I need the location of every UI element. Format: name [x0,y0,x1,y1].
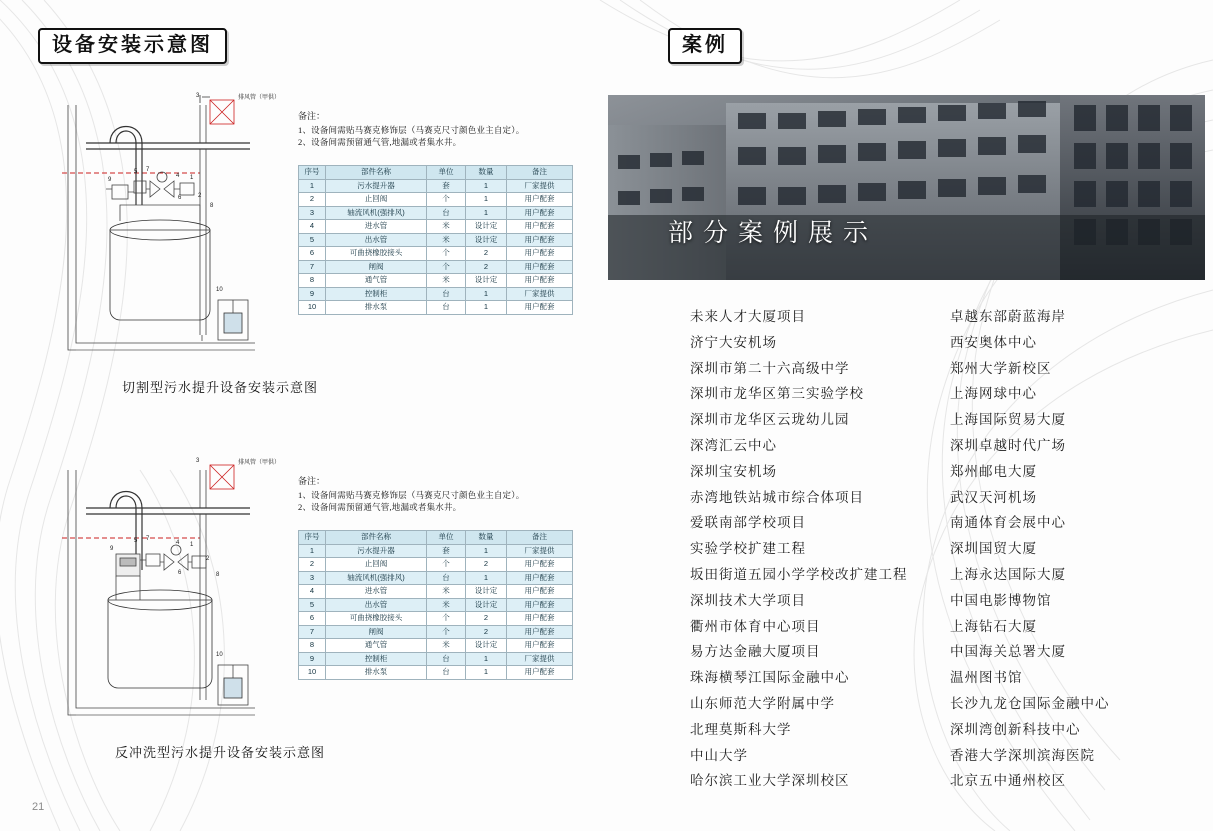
table-row [299,233,573,247]
parts-table-cutting-type [298,165,573,315]
svg-text:2: 2 [198,193,202,199]
table-row [299,220,573,234]
installation-drawing-cutting-type [50,85,320,375]
cell-qty: 2 [466,558,507,572]
cell-remark: 厂家提供 [507,179,573,193]
cell-remark: 用户配套 [507,625,573,639]
svg-text:5: 5 [134,538,138,544]
cell-index: 7 [299,625,326,639]
table-row [299,571,573,585]
svg-text:7: 7 [146,167,150,173]
cell-index: 3 [299,206,326,220]
cell-unit: 台 [427,666,466,680]
cell-unit: 台 [427,206,466,220]
cell-index: 8 [299,639,326,653]
cell-part-name: 出水管 [326,233,427,247]
left-column [0,0,600,831]
cell-qty: 设计定 [466,220,507,234]
cell-part-name: 可曲挠橡胶接头 [326,247,427,261]
cell-remark: 用户配套 [507,260,573,274]
cell-unit: 台 [427,301,466,315]
table-row [299,287,573,301]
cell-unit: 米 [427,233,466,247]
cell-index: 10 [299,301,326,315]
cell-remark: 厂家提供 [507,652,573,666]
cell-unit: 台 [427,571,466,585]
cell-qty: 设计定 [466,585,507,599]
cell-index: 8 [299,274,326,288]
list-item: 北京五中通州校区 [950,773,1066,789]
cell-remark: 用户配套 [507,639,573,653]
list-item: 深圳卓越时代广场 [950,437,1066,453]
cell-part-name: 可曲挠橡胶接头 [326,612,427,626]
cell-remark: 厂家提供 [507,287,573,301]
cell-qty: 2 [466,247,507,261]
cell-unit: 个 [427,260,466,274]
list-item: 济宁大安机场 [690,334,777,350]
list-item: 衢州市体育中心项目 [690,618,821,634]
cell-unit: 个 [427,612,466,626]
table-row [299,247,573,261]
svg-text:9: 9 [110,546,114,552]
cell-unit: 个 [427,558,466,572]
diagram-block-backwash-type [40,450,580,770]
cell-part-name: 污水提升器 [326,179,427,193]
diagram-notes-cutting-type [298,110,573,149]
list-item: 上海永达国际大厦 [950,566,1066,582]
cell-remark: 用户配套 [507,598,573,612]
cell-unit: 米 [427,585,466,599]
list-item: 深圳市龙华区云珑幼儿园 [690,412,850,428]
cell-index: 9 [299,287,326,301]
table-row [299,179,573,193]
cell-part-name: 轴流风机(强排风) [326,206,427,220]
list-item: 香港大学深圳滨海医院 [950,747,1095,763]
table-row [299,193,573,207]
list-item: 西安奥体中心 [950,334,1037,350]
cell-qty: 设计定 [466,274,507,288]
svg-text:1: 1 [190,175,194,181]
cell-part-name: 闸阀 [326,260,427,274]
list-item: 深圳湾创新科技中心 [950,721,1081,737]
svg-text:3: 3 [196,458,200,464]
right-column [600,0,1213,831]
cell-remark: 用户配套 [507,193,573,207]
list-item: 深圳宝安机场 [690,463,777,479]
svg-text:10: 10 [216,287,223,293]
cell-unit: 个 [427,193,466,207]
cell-part-name: 控制柜 [326,652,427,666]
col-remark: 备注 [507,531,573,545]
list-item: 山东师范大学附属中学 [690,695,835,711]
list-item: 深圳市龙华区第三实验学校 [690,386,864,402]
diagram-caption-backwash-type: 反冲洗型污水提升设备安装示意图 [114,745,325,760]
col-part-name: 部件名称 [326,166,427,180]
list-item: 深圳国贸大厦 [950,541,1037,557]
cell-part-name: 进水管 [326,585,427,599]
diagram-block-cutting-type [40,85,580,405]
cell-qty: 1 [466,544,507,558]
notes-title: 备注： [298,476,326,486]
list-item: 实验学校扩建工程 [690,541,806,557]
list-item: 坂田街道五园小学学校改扩建工程 [690,566,908,582]
photo-caption: 部分案例展示 [668,220,879,247]
notes-line-2: 2、设备间需预留通气管,地漏或者集水井。 [298,137,462,148]
list-item: 郑州邮电大厦 [950,463,1037,479]
cell-remark: 用户配套 [507,274,573,288]
cell-qty: 2 [466,612,507,626]
table-row [299,666,573,680]
cell-unit: 米 [427,598,466,612]
cell-index: 7 [299,260,326,274]
col-part-name: 部件名称 [326,531,427,545]
cell-qty: 1 [466,179,507,193]
cell-qty: 设计定 [466,639,507,653]
table-row [299,558,573,572]
cell-remark: 用户配套 [507,558,573,572]
cell-index: 1 [299,544,326,558]
list-item: 哈尔滨工业大学深圳校区 [690,773,850,789]
cell-part-name: 出水管 [326,598,427,612]
diagram-notes-backwash-type [298,475,573,514]
svg-text:10: 10 [216,652,223,658]
list-item: 卓越东部蔚蓝海岸 [950,309,1066,324]
cell-index: 5 [299,598,326,612]
cell-index: 6 [299,247,326,261]
cell-unit: 台 [427,287,466,301]
svg-text:9: 9 [108,177,112,183]
cell-qty: 2 [466,625,507,639]
cell-remark: 用户配套 [507,666,573,680]
cell-index: 1 [299,179,326,193]
list-item: 中国电影博物馆 [950,592,1052,608]
list-item: 深圳技术大学项目 [690,592,806,608]
svg-text:5: 5 [134,169,138,175]
section-heading-cases-text: 案例 [682,34,728,56]
cell-part-name: 污水提升器 [326,544,427,558]
cell-index: 3 [299,571,326,585]
table-row [299,274,573,288]
list-item: 郑州大学新校区 [950,360,1052,376]
cell-qty: 1 [466,301,507,315]
col-index: 序号 [299,166,326,180]
list-item: 深圳市第二十六高级中学 [690,360,850,376]
cell-part-name: 闸阀 [326,625,427,639]
list-item: 中山大学 [690,747,748,763]
table-row [299,625,573,639]
cell-remark: 厂家提供 [507,544,573,558]
cell-qty: 1 [466,652,507,666]
cell-qty: 设计定 [466,598,507,612]
cell-unit: 套 [427,179,466,193]
table-row [299,544,573,558]
table-row [299,598,573,612]
list-item: 珠海横琴江国际金融中心 [690,670,850,686]
table-row [299,206,573,220]
cell-remark: 用户配套 [507,301,573,315]
table-row [299,639,573,653]
notes-title: 备注： [298,111,326,121]
svg-text:6: 6 [178,570,182,576]
list-item: 上海钻石大厦 [950,618,1037,634]
cell-qty: 1 [466,287,507,301]
cell-unit: 米 [427,274,466,288]
list-item: 中国海关总署大厦 [950,644,1066,660]
notes-line-2: 2、设备间需预留通气管,地漏或者集水井。 [298,502,462,513]
cell-qty: 1 [466,571,507,585]
cell-remark: 用户配套 [507,585,573,599]
list-item: 北理莫斯科大学 [690,721,792,737]
cell-index: 4 [299,585,326,599]
col-remark: 备注 [507,166,573,180]
col-index: 序号 [299,531,326,545]
diagram-caption-cutting-type: 切割型污水提升设备安装示意图 [121,380,318,395]
cell-part-name: 止回阀 [326,193,427,207]
section-heading-cases [668,28,742,64]
cell-qty: 2 [466,260,507,274]
parts-table-backwash-type [298,530,573,680]
cell-index: 4 [299,220,326,234]
cell-index: 2 [299,193,326,207]
cell-unit: 米 [427,220,466,234]
list-item: 易方达金融大厦项目 [690,644,821,660]
section-heading-installation [38,28,227,64]
svg-text:4: 4 [176,173,180,179]
cell-remark: 用户配套 [507,612,573,626]
notes-line-1: 1、设备间需贴马赛克修饰层（马赛克尺寸颜色业主自定）。 [298,124,525,135]
svg-text:8: 8 [216,572,220,578]
list-item: 上海网球中心 [950,386,1037,402]
cell-index: 6 [299,612,326,626]
list-item: 深湾汇云中心 [690,437,777,453]
cell-index: 10 [299,666,326,680]
cell-unit: 米 [427,639,466,653]
list-item: 温州图书馆 [950,670,1023,686]
cell-remark: 用户配套 [507,220,573,234]
svg-text:4: 4 [176,540,180,546]
list-item: 长沙九龙仓国际金融中心 [950,695,1110,711]
svg-text:7: 7 [146,536,150,542]
cell-qty: 设计定 [466,233,507,247]
cell-part-name: 轴流风机(强排风) [326,571,427,585]
cell-index: 2 [299,558,326,572]
parts-table-header-row [299,531,573,545]
table-row [299,585,573,599]
svg-text:6: 6 [178,195,182,201]
svg-text:2: 2 [206,556,210,562]
svg-text:1: 1 [190,542,194,548]
col-unit: 单位 [427,531,466,545]
cell-part-name: 排水泵 [326,301,427,315]
cell-part-name: 进水管 [326,220,427,234]
cell-part-name: 通气管 [326,274,427,288]
svg-text:8: 8 [210,203,214,209]
cell-index: 5 [299,233,326,247]
cell-remark: 用户配套 [507,233,573,247]
col-unit: 单位 [427,166,466,180]
cell-part-name: 控制柜 [326,287,427,301]
table-row [299,652,573,666]
installation-drawing-backwash-type [50,450,320,740]
cell-qty: 1 [466,193,507,207]
cell-part-name: 通气管 [326,639,427,653]
list-item: 爱联南部学校项目 [690,515,806,531]
col-qty: 数量 [466,531,507,545]
list-item: 南通体育会展中心 [950,515,1066,531]
table-row [299,612,573,626]
cell-unit: 套 [427,544,466,558]
notes-line-1: 1、设备间需贴马赛克修饰层（马赛克尺寸颜色业主自定）。 [298,489,525,500]
case-list [690,310,1210,800]
list-item: 武汉天河机场 [950,489,1037,505]
cell-remark: 用户配套 [507,571,573,585]
photo-window-grid [608,95,1205,280]
cell-index: 9 [299,652,326,666]
table-row [299,301,573,315]
table-row [299,260,573,274]
case-column-right [950,310,1210,800]
case-photo [608,95,1205,280]
drawing-callout-label: 排风管（甲供） [238,460,281,466]
list-item: 上海国际贸易大厦 [950,412,1066,428]
cell-part-name: 排水泵 [326,666,427,680]
cell-qty: 1 [466,666,507,680]
cell-unit: 个 [427,625,466,639]
parts-table-header-row [299,166,573,180]
cell-remark: 用户配套 [507,247,573,261]
cell-remark: 用户配套 [507,206,573,220]
page-number: 21 [32,801,45,813]
section-heading-installation-text: 设备安装示意图 [52,34,213,56]
list-item: 赤湾地铁站城市综合体项目 [690,489,864,505]
drawing-callout-label: 排风管（甲供） [238,95,281,101]
svg-text:3: 3 [196,93,200,99]
list-item: 未来人才大厦项目 [690,309,806,324]
col-qty: 数量 [466,166,507,180]
cell-unit: 个 [427,247,466,261]
cell-unit: 台 [427,652,466,666]
cell-part-name: 止回阀 [326,558,427,572]
case-column-left [690,310,950,800]
cell-qty: 1 [466,206,507,220]
